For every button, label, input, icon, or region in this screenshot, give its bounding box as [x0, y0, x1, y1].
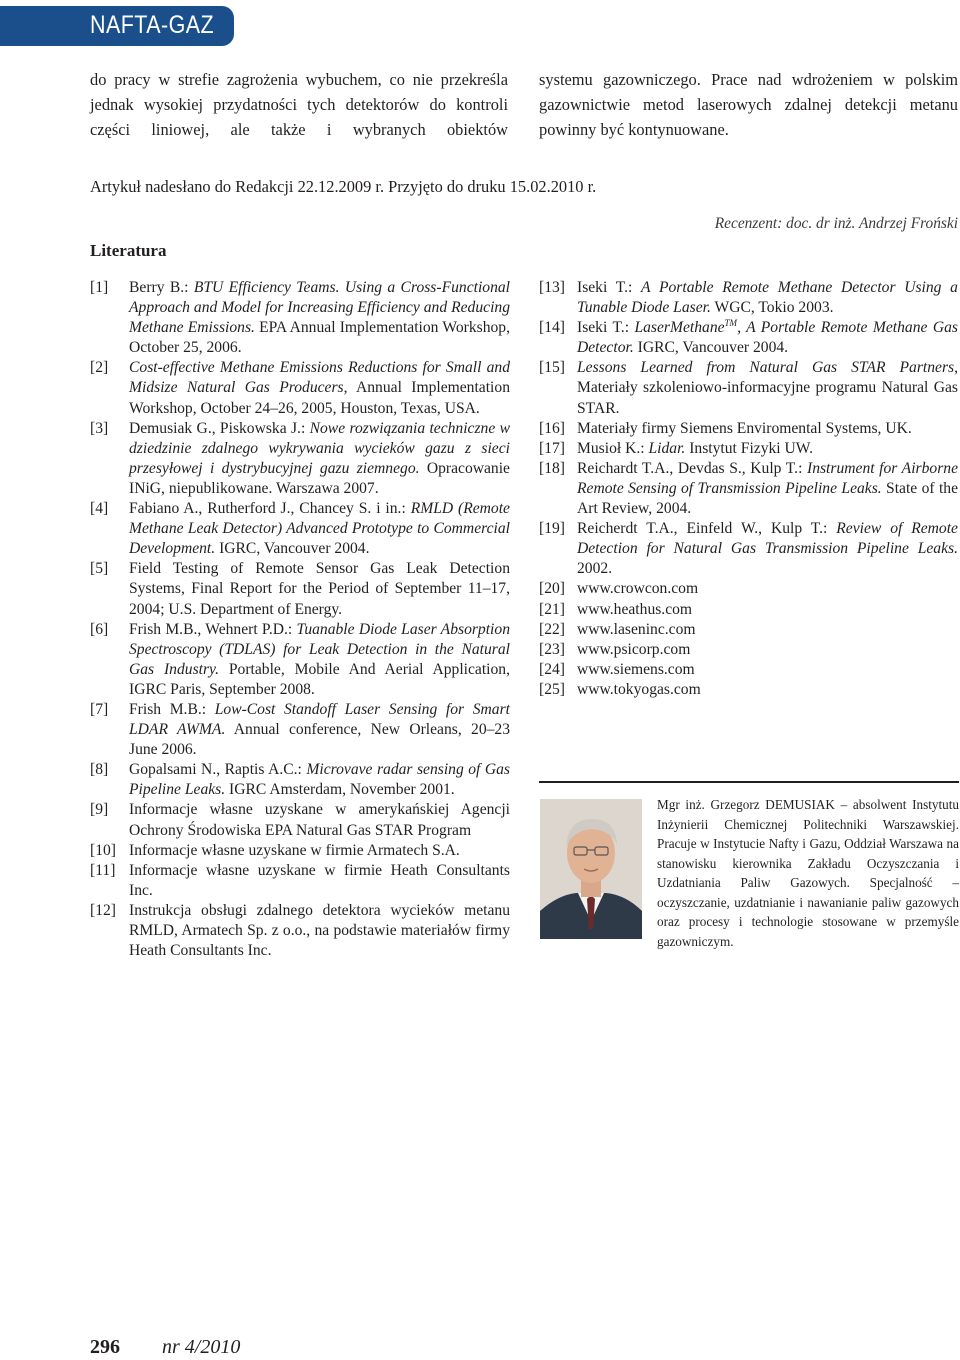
- reference-part-a: Fabiano A., Rutherford J., Chancey S. i in.:: [129, 500, 411, 518]
- reference-part-b: WGC, Tokio 2003.: [710, 299, 834, 317]
- reference-part-a: Reichardt T.A., Devdas S., Kulp T.:: [577, 459, 807, 477]
- reference-part-i: Nowe rozwiązania techniczne w dziedzinie zdalnego wykrywania wycieków gazu z sieci przesyłowej i dystrybucyjnej gazu ziemnego.: [129, 419, 510, 477]
- reference-item: [539, 439, 958, 459]
- reference-number: [6]: [90, 620, 109, 638]
- reference-text: [577, 419, 958, 439]
- reference-number: [17]: [539, 439, 565, 457]
- references-left-column: [90, 278, 510, 961]
- reference-item: [539, 640, 958, 660]
- reference-number: [14]: [539, 319, 565, 337]
- reference-part-i: Tuanable Diode Laser Absorption Spectroscopy (TDLAS) for Leak Detection in the Natural Gas Industry.: [129, 620, 510, 678]
- reference-number: [10]: [90, 841, 116, 859]
- reference-part-i: Cost-effective Methane Emissions Reductions for Small and Midsize Natural Gas Producers: [129, 359, 510, 397]
- journal-banner: [0, 6, 234, 46]
- reference-text: [129, 861, 510, 901]
- reference-part-b: 2002.: [577, 560, 613, 578]
- literature-heading: Literatura: [90, 241, 167, 260]
- reference-item: [539, 459, 958, 519]
- page-number: 296: [90, 1336, 120, 1358]
- reference-part-i: Microvave radar sensing of Gas Pipeline Leaks.: [129, 761, 510, 799]
- reference-part-a: Iseki T.:: [577, 279, 642, 296]
- author-portrait-image: [540, 799, 642, 939]
- author-bio: [657, 795, 959, 951]
- references-right-column: [539, 278, 958, 700]
- reference-part-a: www.siemens.com: [577, 660, 695, 678]
- reference-part-b: IGRC, Vancouver 2004.: [215, 540, 370, 558]
- reference-item: [90, 419, 510, 499]
- reference-item: [90, 559, 510, 619]
- reference-text: [129, 278, 510, 358]
- reference-part-a: Materiały firmy Siemens Enviromental Systems, UK.: [577, 419, 912, 437]
- reference-part-b: Materiały szkoleniowo-informacyjne programu Natural Gas STAR.: [577, 379, 958, 417]
- author-bio-text: – absolwent Instytutu Inżynierii Chemicznej Politechniki Warszawskiej. Pracuje w Instytucie Nafty i Gazu, Oddział Warszawa na stanowisku kierownika Zakładu Oczyszczania i Uzdatniania Paliw Gazowych. Specjalność – oczyszczanie, uzdatnianie i nawanianie paliw gazowych oraz procesy i technologie stosowane w przemyśle gazowniczym.: [657, 797, 959, 949]
- reference-part-b: IGRC, Vancouver 2004.: [633, 339, 789, 357]
- reviewer-note: Recenzent: doc. dr inż. Andrzej Froński: [714, 215, 958, 232]
- reference-part-i: Lidar.: [648, 439, 686, 457]
- reference-text: [129, 499, 510, 559]
- reference-item: [90, 760, 510, 800]
- reference-item: [539, 519, 958, 579]
- reference-part-b: Portable, Mobile And Aerial Application, IGRC Paris, September 2008.: [129, 660, 511, 698]
- reference-number: [19]: [539, 520, 565, 538]
- reference-part-b: Annual conference, New Orleans, 20–23 June 2006.: [129, 721, 511, 759]
- reference-item: [539, 318, 958, 358]
- reference-part-a: Informacje własne uzyskane w amerykańskiej Agencji Ochrony Środowiska EPA Natural Gas STAR Program: [129, 801, 510, 839]
- reference-part-i: Lessons Learned from Natural Gas STAR Partners,: [577, 359, 958, 377]
- reference-text: [577, 519, 958, 579]
- reference-part-i: Review of Remote Detection for Natural Gas Transmission Pipeline Leaks.: [577, 520, 958, 558]
- reference-number: [11]: [90, 861, 116, 879]
- reference-item: [539, 579, 958, 599]
- reference-part-a: Demusiak G., Piskowska J.:: [129, 419, 310, 437]
- reference-part-sup: TM: [724, 318, 738, 328]
- reference-item: [539, 680, 958, 700]
- reference-number: [15]: [539, 359, 565, 377]
- reference-part-b: Opracowanie INiG, niepublikowane. Warszawa 2007.: [129, 459, 510, 497]
- reference-part-b: State of the Art Review, 2004.: [577, 479, 958, 518]
- reference-text: [129, 800, 510, 840]
- reference-part-a: www.tokyogas.com: [577, 680, 701, 698]
- reference-text: [577, 579, 958, 599]
- reference-number: [2]: [90, 359, 109, 377]
- reference-item: [539, 358, 958, 418]
- reference-text: [129, 358, 510, 418]
- reference-part-a: Frish M.B.:: [129, 700, 215, 718]
- reference-item: [90, 620, 510, 700]
- reference-text: [129, 620, 510, 700]
- reference-number: [3]: [90, 419, 109, 437]
- reference-text: [577, 680, 958, 700]
- journal-title: NAFTA-GAZ: [90, 11, 215, 39]
- reference-text: [129, 559, 510, 619]
- reference-item: [90, 841, 510, 861]
- reference-part-b: EPA Annual Implementation Workshop, October 25, 2006.: [129, 319, 510, 357]
- reference-number: [4]: [90, 500, 109, 518]
- bio-divider: [539, 781, 959, 783]
- reference-part-a: Berry B.:: [129, 279, 194, 296]
- reference-number: [22]: [539, 620, 565, 638]
- reference-part-a: Reicherdt T.A., Einfeld W., Kulp T.:: [577, 520, 837, 538]
- issue-number: nr 4/2010: [162, 1336, 241, 1358]
- reference-part-a: Iseki T.:: [577, 319, 635, 337]
- reference-part-a: www.crowcon.com: [577, 580, 699, 598]
- reference-text: [129, 700, 510, 760]
- reference-item: [539, 600, 958, 620]
- reference-part-a: Frish M.B., Wehnert P.D.:: [129, 620, 297, 638]
- reference-part-i: Instrument for Airborne Remote Sensing of Transmission Pipeline Leaks.: [577, 459, 958, 497]
- reference-number: [9]: [90, 801, 109, 819]
- reference-item: [90, 861, 510, 901]
- reference-part-b: Instytut Fizyki UW.: [685, 439, 813, 457]
- reference-text: [129, 419, 510, 499]
- reference-part-a: Musioł K.:: [577, 439, 649, 457]
- reference-text: [577, 660, 958, 680]
- reference-number: [7]: [90, 700, 109, 718]
- body-paragraph-right: systemu gazowniczego. Prace nad wdrożeniem w polskim gazownictwie metod laserowych zdalnej detekcji metanu powinny być kontynuowane.: [539, 70, 958, 139]
- article-dates: Artykuł nadesłano do Redakcji 22.12.2009 r. Przyjęto do druku 15.02.2010 r.: [90, 177, 597, 196]
- reference-part-i: LaserMethane: [634, 319, 725, 337]
- reference-number: [1]: [90, 279, 109, 296]
- reference-part-a: Informacje własne uzyskane w firmie Armatech S.A.: [129, 841, 460, 859]
- reference-number: [5]: [90, 560, 109, 578]
- reference-item: [90, 800, 510, 840]
- reference-text: [577, 358, 958, 418]
- reference-number: [24]: [539, 660, 565, 678]
- reference-item: [539, 660, 958, 680]
- reference-text: [129, 841, 510, 861]
- reference-item: [539, 620, 958, 640]
- reference-part-i: Low-Cost Standoff Laser Sensing for Smart LDAR AWMA.: [129, 700, 510, 739]
- author-photo: [540, 799, 642, 939]
- reference-item: [90, 499, 510, 559]
- reference-text: [577, 459, 958, 519]
- reference-number: [18]: [539, 459, 565, 477]
- reference-number: [23]: [539, 640, 565, 658]
- reference-text: [129, 760, 510, 800]
- reference-text: [577, 318, 958, 358]
- reference-part-a: Gopalsami N., Raptis A.C.:: [129, 761, 307, 779]
- reference-part-a: www.laseninc.com: [577, 620, 696, 638]
- reference-text: [577, 640, 958, 660]
- reference-part-b: IGRC Amsterdam, November 2001.: [225, 781, 455, 799]
- reference-part-i: A Portable Remote Methane Detector Using a Tunable Diode Laser.: [577, 279, 958, 317]
- reference-number: [16]: [539, 419, 565, 437]
- reference-text: [577, 600, 958, 620]
- reference-text: [577, 439, 958, 459]
- reference-item: [90, 901, 510, 961]
- reference-number: [20]: [539, 580, 565, 598]
- reference-number: [13]: [539, 279, 565, 296]
- reference-part-a: Instrukcja obsługi zdalnego detektora wycieków metanu RMLD, Armatech Sp. z o.o., na podstawie materiałów firmy Heath Consultants Inc.: [129, 901, 510, 960]
- reference-item: [90, 358, 510, 418]
- reference-item: [539, 278, 958, 318]
- body-paragraph-left: do pracy w strefie zagrożenia wybuchem, co nie przekreśla jednak wysokiej przydatności tych detektorów do kontroli części liniowej, ale także i wybranych obiektów: [90, 70, 508, 139]
- reference-part-a: Informacje własne uzyskane w firmie Heath Consultants Inc.: [129, 861, 510, 899]
- reference-text: [129, 901, 510, 961]
- reference-part-a: Field Testing of Remote Sensor Gas Leak Detection Systems, Final Report for the Period of September 11–17, 2004; U.S. Department of Energy.: [129, 560, 510, 618]
- reference-text: [577, 620, 958, 640]
- reference-item: [539, 419, 958, 439]
- reference-part-i2: , A Portable Remote Methane Gas Detector.: [577, 319, 958, 357]
- reference-part-b: , Annual Implementation Workshop, October 24–26, 2005, Houston, Texas, USA.: [129, 379, 510, 417]
- reference-part-i: RMLD (Remote Methane Leak Detector) Advanced Prototype to Commercial Development.: [129, 500, 510, 558]
- reference-item: [90, 278, 510, 358]
- author-name: Mgr inż. Grzegorz DEMUSIAK: [657, 797, 835, 812]
- reference-part-a: www.psicorp.com: [577, 640, 691, 658]
- reference-part-i: BTU Efficiency Teams. Using a Cross-Functional Approach and Model for Increasing Efficiency and Reducing Methane Emissions.: [129, 279, 510, 337]
- reference-part-a: www.heathus.com: [577, 600, 693, 618]
- reference-text: [577, 278, 958, 318]
- reference-item: [90, 700, 510, 760]
- reference-number: [8]: [90, 761, 109, 779]
- reference-number: [21]: [539, 600, 565, 618]
- reference-number: [12]: [90, 901, 116, 919]
- reference-number: [25]: [539, 680, 565, 698]
